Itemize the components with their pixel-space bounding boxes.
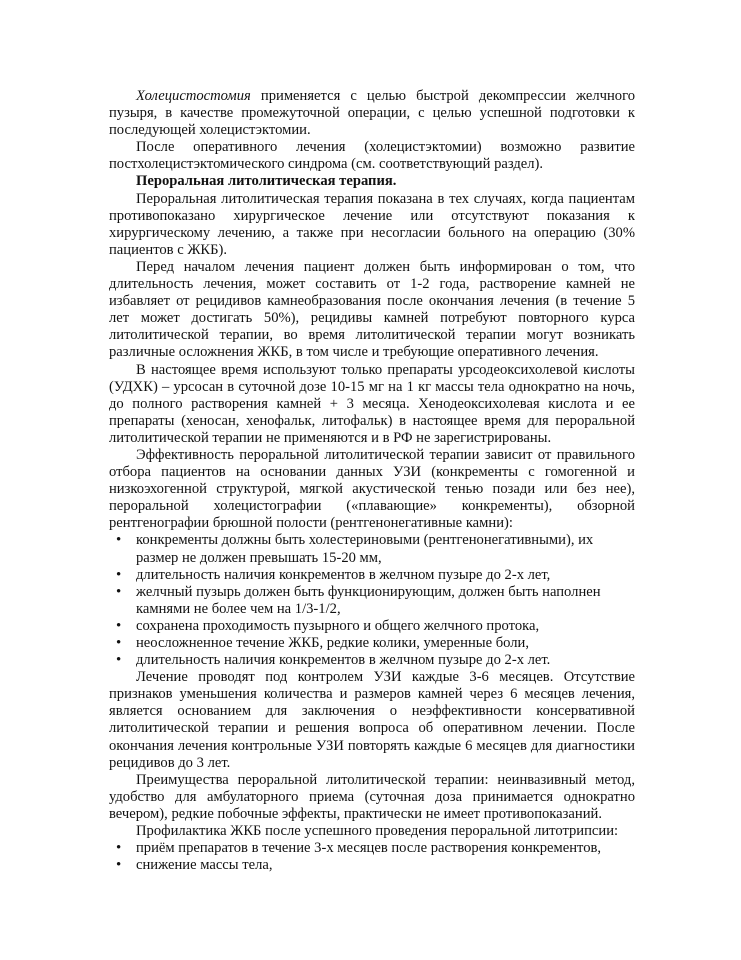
list-item: • длительность наличия конкрементов в желчном пузыре до 2-х лет, bbox=[109, 567, 635, 584]
list-item: • желчный пузырь должен быть функционирующим, должен быть наполнен камнями не более чем на 1/3-1/2, bbox=[109, 584, 635, 618]
list-item: • конкременты должны быть холестериновыми (рентгенонегативными), их размер не должен превышать 15-20 мм, bbox=[109, 532, 635, 566]
term-cholecystostomy: Холецистостомия bbox=[136, 88, 251, 104]
paragraph-advantages: Преимущества пероральной литолитической терапии: неинвазивный метод, удобство для амбулаторного приема (суточная доза принимается однократно вечером), редкие побочные эффекты, практически не имеет противопоказаний. bbox=[109, 771, 635, 822]
list-item: • снижение массы тела, bbox=[109, 857, 635, 874]
paragraph-indications: Пероральная литолитическая терапия показана в тех случаях, когда пациентам противопоказано хирургическое лечение или отсутствуют показания к хирургическому лечению, а также при несогласии больного на операцию (30% пациентов с ЖКБ). bbox=[109, 190, 635, 258]
list-item: • длительность наличия конкрементов в желчном пузыре до 2-х лет. bbox=[109, 652, 635, 669]
paragraph-text: применяется с целью быстрой декомпрессии желчного пузыря, в качестве промежуточной операции, с целью успешной подготовки к последующей холецистэктомии. bbox=[109, 88, 635, 139]
paragraph-cholecystostomy bbox=[109, 88, 635, 139]
paragraph-patient-info: Перед началом лечения пациент должен быть информирован о том, что длительность лечения, может составить от 1-2 года, растворение камней не избавляет от рецидивов камнеобразования после окончания лечения (в течение 5 лет может достигать 50%), рецидивы камней потребуют повторного курса литолитической терапии, во время литолитической терапии могут возникать различные осложнения ЖКБ, в том числе и требующие оперативного лечения. bbox=[109, 258, 635, 361]
paragraph-prevention-intro: Профилактика ЖКБ после успешного проведения пероральной литотрипсии: bbox=[136, 823, 619, 840]
paragraph-drugs: В настоящее время используют только препараты урсодеоксихолевой кислоты (УДХК) – урсосан в суточной дозе 10-15 мг на 1 кг массы тела однократно на ночь, до полного растворения камней + 3 месяца. Хенодеоксихолевая кислота и ее препараты (хеносан, хенофальк, литофальк) в настоящее время для пероральной литолитической терапии не применяются и в РФ не зарегистрированы. bbox=[109, 361, 635, 446]
list-item: • неосложненное течение ЖКБ, редкие колики, умеренные боли, bbox=[109, 635, 635, 652]
section-heading: Пероральная литолитическая терапия. bbox=[136, 173, 397, 190]
criteria-list bbox=[109, 532, 635, 669]
paragraph-efficacy: Эффективность пероральной литолитической терапии зависит от правильного отбора пациентов на основании данных УЗИ (конкременты с гомогенной и низкоэхогенной структурой, мягкой акустической тенью позади или без нее), пероральной холецистографии («плавающие» конкременты), обзорной рентгенографии брюшной полости (рентгенонегативные камни): bbox=[109, 446, 635, 532]
prevention-list bbox=[109, 840, 635, 874]
list-item: • сохранена проходимость пузырного и общего желчного протока, bbox=[109, 618, 635, 635]
paragraph-post-surgery: После оперативного лечения (холецистэктомии) возможно развитие постхолецистэктомического синдрома (см. соответствующий раздел). bbox=[109, 139, 635, 173]
list-item: • приём препаратов в течение 3-х месяцев после растворения конкрементов, bbox=[109, 840, 635, 857]
paragraph-monitoring: Лечение проводят под контролем УЗИ каждые 3-6 месяцев. Отсутствие признаков уменьшения количества и размеров камней через 6 месяцев лечения, является основанием для заключения о неэффективности консервативной литолитической терапии и решения вопроса об оперативном лечении. После окончания лечения контрольные УЗИ повторять каждые 6 месяцев для диагностики рецидивов до 3 лет. bbox=[109, 669, 635, 771]
